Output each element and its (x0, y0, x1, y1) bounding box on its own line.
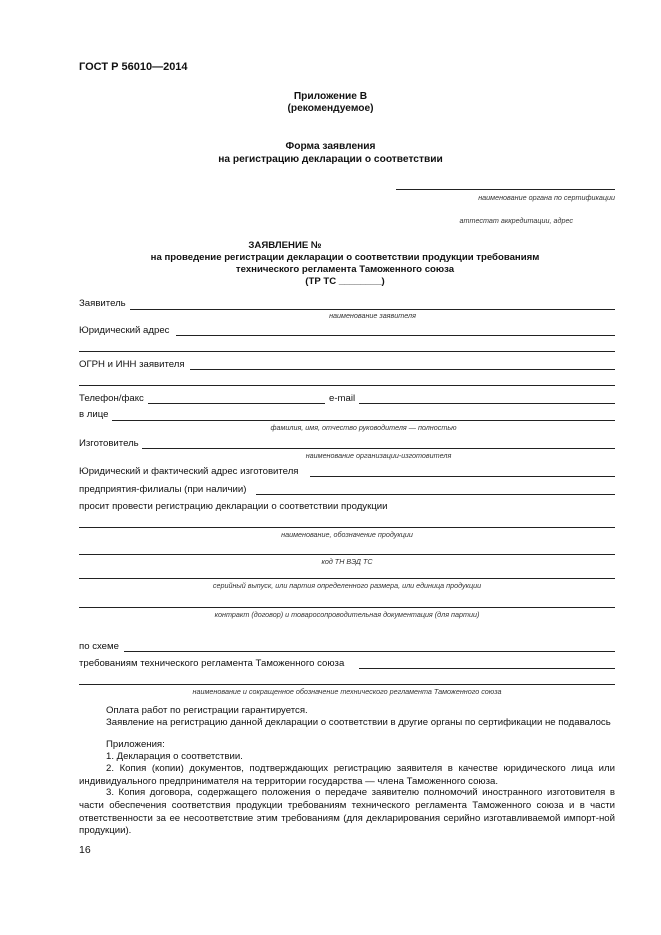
contract-field[interactable] (79, 607, 615, 608)
applicant-caption: наименование заявителя (329, 311, 416, 320)
batch-field[interactable] (79, 578, 615, 579)
applicant-label: Заявитель (79, 298, 126, 309)
legal-address-field-2[interactable] (79, 351, 615, 352)
phone-fax-label: Телефон/факс (79, 393, 144, 404)
statement-line4: (ТР ТС ________) (305, 276, 385, 287)
product-field[interactable] (79, 527, 615, 528)
attachment-item-1: 1. Декларация о соответствии. (106, 751, 243, 762)
scheme-field[interactable] (124, 651, 615, 652)
email-label: e-mail (329, 393, 356, 404)
ogrn-inn-label: ОГРН и ИНН заявителя (79, 359, 185, 370)
addressee-line (396, 189, 615, 190)
ogrn-inn-field[interactable] (190, 369, 615, 370)
batch-caption: серийный выпуск, или партия определенного размера, или единица продукции (212, 581, 482, 590)
form-title-line1: Форма заявления (285, 141, 376, 152)
legal-address-field[interactable] (176, 335, 615, 336)
tnved-field[interactable] (79, 554, 615, 555)
head-name-caption: фамилия, имя, отчество руководителя — полностью (270, 423, 457, 432)
branches-field[interactable] (256, 494, 615, 495)
manufacturer-address-field[interactable] (310, 476, 615, 477)
request-text: просит провести регистрацию декларации о соответствии продукции (79, 501, 388, 512)
scheme-label: по схеме (79, 641, 119, 652)
regulation-label: требованиям технического регламента Таможенного союза (79, 658, 345, 669)
attachment-item-2-text: 2. Копия (копии) документов, подтверждающих регистрацию заявителя в качестве юридического лица или индивидуального предпринимателя на территории государства — члена Таможенного союза. (79, 763, 615, 787)
product-caption: наименование, обозначение продукции (281, 530, 413, 539)
manufacturer-label: Изготовитель (79, 438, 139, 449)
addressee-caption-authority: наименование органа по сертификации (478, 193, 615, 202)
contract-caption: контракт (договор) и товаросопроводительная документация (для партии) (214, 610, 480, 619)
attachment-item-3 (79, 787, 615, 838)
form-title-line2: на регистрацию декларации о соответствии (218, 154, 443, 165)
payment-note: Оплата работ по регистрации гарантируется. (106, 705, 308, 716)
represented-by-label: в лице (79, 409, 109, 420)
regulation-field-2[interactable] (79, 684, 615, 685)
attachment-item-3-text: 3. Копия договора, содержащего положения о передаче заявителю полномочий иностранного изготовителя в части обеспечения соответствия продукции требованиям технического регламента Таможенного союза и в части ответственности за ее несоответствие этим требованиям (для декларирования серийно изготавливаемой импорт-ной продукции). (79, 787, 615, 837)
appendix-title: Приложение В (293, 91, 368, 102)
statement-line3: технического регламента Таможенного союза (235, 264, 455, 275)
applicant-field[interactable] (130, 309, 615, 310)
email-field[interactable] (359, 403, 615, 404)
appendix-subtitle: (рекомендуемое) (287, 103, 374, 114)
ogrn-inn-field-2[interactable] (79, 385, 615, 386)
legal-address-label: Юридический адрес (79, 325, 170, 336)
head-name-field[interactable] (112, 420, 615, 421)
manufacturer-field[interactable] (142, 448, 615, 449)
tnved-caption: код ТН ВЭД ТС (321, 557, 373, 566)
not-submitted-note: Заявление на регистрацию данной декларации о соответствии в другие органы по сертификации не подавалось (106, 717, 611, 728)
regulation-caption: наименование и сокращенное обозначение технического регламента Таможенного союза (192, 687, 502, 696)
branches-label: предприятия-филиалы (при наличии) (79, 484, 247, 495)
statement-line2: на проведение регистрации декларации о соответствии продукции требованиям (150, 252, 540, 263)
regulation-field[interactable] (359, 668, 615, 669)
page-number: 16 (79, 844, 91, 856)
addressee-caption-accreditation: аттестат аккредитации, адрес (459, 216, 573, 225)
manufacturer-caption: наименование организации-изготовителя (305, 451, 452, 460)
document-code: ГОСТ Р 56010—2014 (79, 61, 188, 73)
phone-fax-field[interactable] (148, 403, 325, 404)
statement-title: ЗАЯВЛЕНИЕ № (248, 240, 322, 251)
attachments-title: Приложения: (106, 739, 165, 750)
manufacturer-address-label: Юридический и фактический адрес изготовителя (79, 466, 299, 477)
attachment-item-2 (79, 763, 615, 789)
